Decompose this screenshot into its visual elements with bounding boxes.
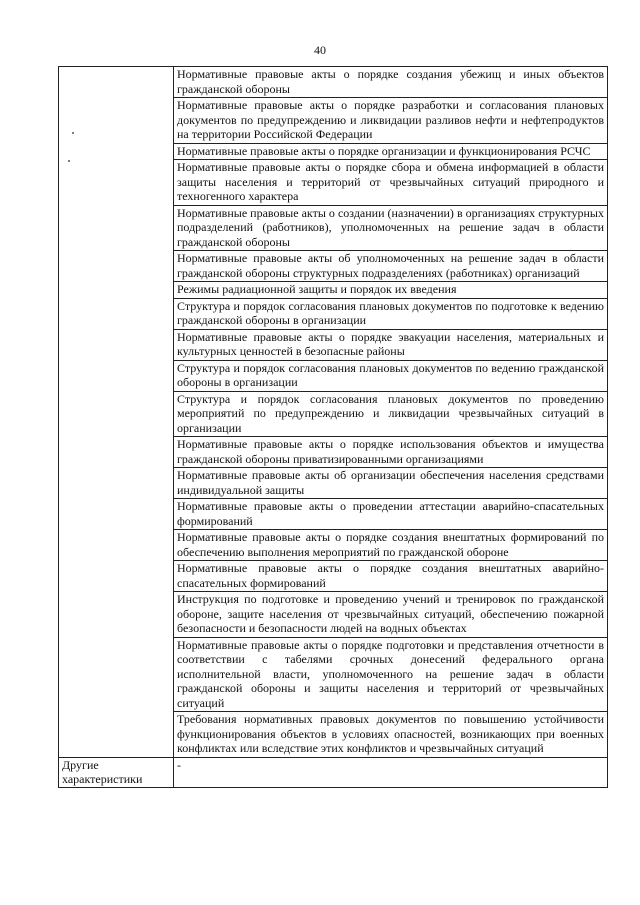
page-number: 40 <box>314 43 326 57</box>
list-item: Нормативные правовые акты о порядке организации и функционирования РСЧС <box>174 144 607 161</box>
list-item: Нормативные правовые акты о порядке эвакуации населения, материальных и культурных ценностей в безопасные районы <box>174 330 607 361</box>
list-item: Нормативные правовые акты о проведении аттестации аварийно-спасательных формирований <box>174 499 607 530</box>
scan-speck <box>68 160 70 162</box>
other-characteristics-label: Другие характеристики <box>62 757 143 786</box>
list-item: Нормативные правовые акты о порядке создания убежищ и иных объектов гражданской обороны <box>174 67 607 98</box>
table-row <box>59 67 608 758</box>
list-item: Нормативные правовые акты о порядке подготовки и представления отчетности в соответствии с табелями срочных донесений федерального органа исполнительной власти, уполномоченного на решение задач в области гражданской обороны и защиты населения и территорий от чрезвычайных ситуаций <box>174 638 607 713</box>
requirements-table <box>58 66 608 788</box>
list-item: Нормативные правовые акты о создании (назначении) в организациях структурных подразделений (работников), уполномоченных на решение задач в области гражданской обороны <box>174 206 607 252</box>
table-row <box>59 757 608 787</box>
list-item: Структура и порядок согласования плановых документов по проведению мероприятий по предупреждению и ликвидации чрезвычайных ситуаций в организации <box>174 392 607 438</box>
other-characteristics-value: - <box>177 757 181 772</box>
list-item: Нормативные правовые акты о порядке создания внештатных формирований по обеспечению выполнения мероприятий по гражданской обороне <box>174 530 607 561</box>
list-item: Режимы радиационной защиты и порядок их введения <box>174 282 607 299</box>
list-item: Нормативные правовые акты о порядке разработки и согласования плановых документов по предупреждению и ликвидации разливов нефти и нефтепродуктов на территории Российской Федерации <box>174 98 607 144</box>
scan-speck <box>72 132 74 134</box>
list-item: Нормативные правовые акты о порядке сбора и обмена информацией в области защиты населения и территорий от чрезвычайных ситуаций природного и техногенного характера <box>174 160 607 206</box>
list-item: Требования нормативных правовых документов по повышению устойчивости функционирования объектов в условиях опасностей, возникающих при военных конфликтах или вследствие этих конфликтов и чрезвычайных ситуаций <box>177 712 604 755</box>
empty-left-cell <box>59 67 174 758</box>
list-item: Нормативные правовые акты о порядке создания внештатных аварийно-спасательных формирований <box>174 561 607 592</box>
list-item: Инструкция по подготовке и проведению учений и тренировок по гражданской обороне, защите населения от чрезвычайных ситуаций, обеспечению пожарной безопасности и безопасности людей на водных объектах <box>174 592 607 638</box>
list-item: Нормативные правовые акты о порядке использования объектов и имущества гражданской обороны приватизированными организациями <box>174 437 607 468</box>
list-item: Нормативные правовые акты об уполномоченных на решение задач в области гражданской обороны структурных подразделениях (работниках) организаций <box>174 251 607 282</box>
list-item: Нормативные правовые акты об организации обеспечения населения средствами индивидуальной защиты <box>174 468 607 499</box>
list-item: Структура и порядок согласования плановых документов по подготовке к ведению гражданской обороны в организации <box>174 299 607 330</box>
list-item: Структура и порядок согласования плановых документов по ведению гражданской обороны в организации <box>174 361 607 392</box>
other-characteristics-value-cell <box>174 757 608 787</box>
requirements-list-cell <box>174 67 608 758</box>
other-characteristics-label-cell <box>59 757 174 787</box>
